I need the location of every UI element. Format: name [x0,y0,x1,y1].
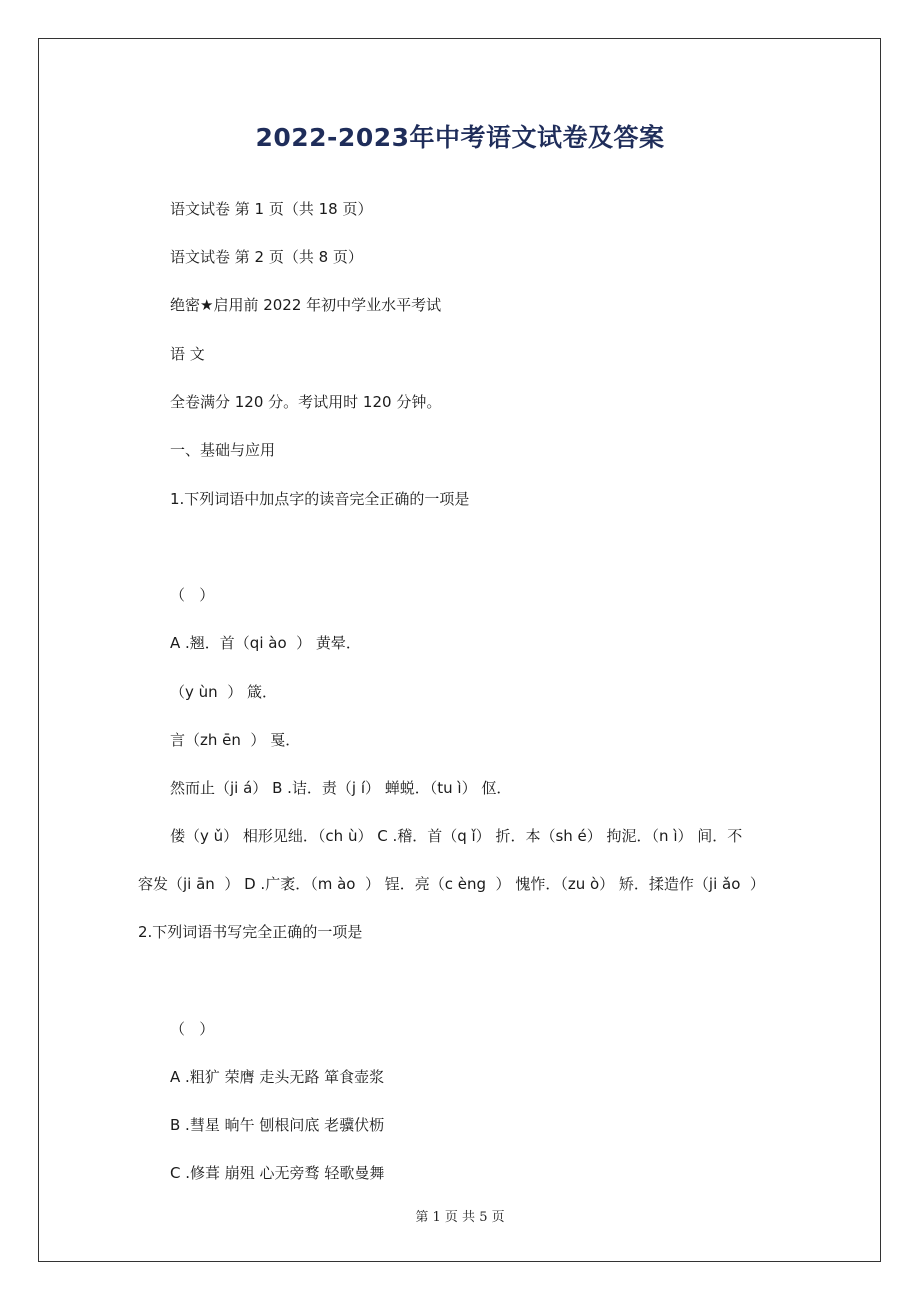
text-line-3: 绝密★启用前 2022 年初中学业水平考试 [170,296,442,314]
answer-bracket-2: （ ） [170,1020,215,1038]
page-frame [38,38,881,1262]
question-1: 1.下列词语中加点字的读音完全正确的一项是 [170,490,470,508]
text-line-2: 语文试卷 第 2 页（共 8 页） [170,248,363,266]
text-line-14: 容发（ji ān ） D .广袤．（m ào ） 锃．亮（c èng ） 愧怍．（zu ò） 矫．揉造作（ji ǎo ） [138,875,765,893]
question-2: 2.下列词语书写完全正确的一项是 [138,923,363,941]
text-line-4: 语 文 [170,345,205,363]
option-b: B .彗星 晌午 刨根问底 老骥伏枥 [170,1116,385,1134]
text-line-10: （y ùn ） 箴． [170,683,277,701]
text-line-1: 语文试卷 第 1 页（共 18 页） [170,200,373,218]
answer-bracket-1: （ ） [170,586,215,604]
text-line-12: 然而止（ji á） B .诘．责（j í） 蝉蜕．（tu ì） 伛． [170,779,512,797]
text-line-5: 全卷满分 120 分。考试用时 120 分钟。 [170,393,442,411]
option-c: C .修葺 崩殂 心无旁骛 轻歌曼舞 [170,1164,385,1182]
section-heading: 一、基础与应用 [170,441,276,459]
page-footer: 第 1 页 共 5 页 [415,1210,505,1225]
text-line-13: 偻（y ǔ） 相形见绌．（ch ù） C .稽．首（q ǐ） 折．本（sh é） 拘泥．（n ì） 间．不 [170,827,743,845]
document-title: 2022-2023年中考语文试卷及答案 [255,123,665,152]
text-line-9: A .翘．首（qi ào ） 黄晕． [170,634,361,652]
text-line-11: 言（zh ēn ） 戛． [170,731,301,749]
option-a: A .粗犷 荣膺 走头无路 箪食壶浆 [170,1068,385,1086]
